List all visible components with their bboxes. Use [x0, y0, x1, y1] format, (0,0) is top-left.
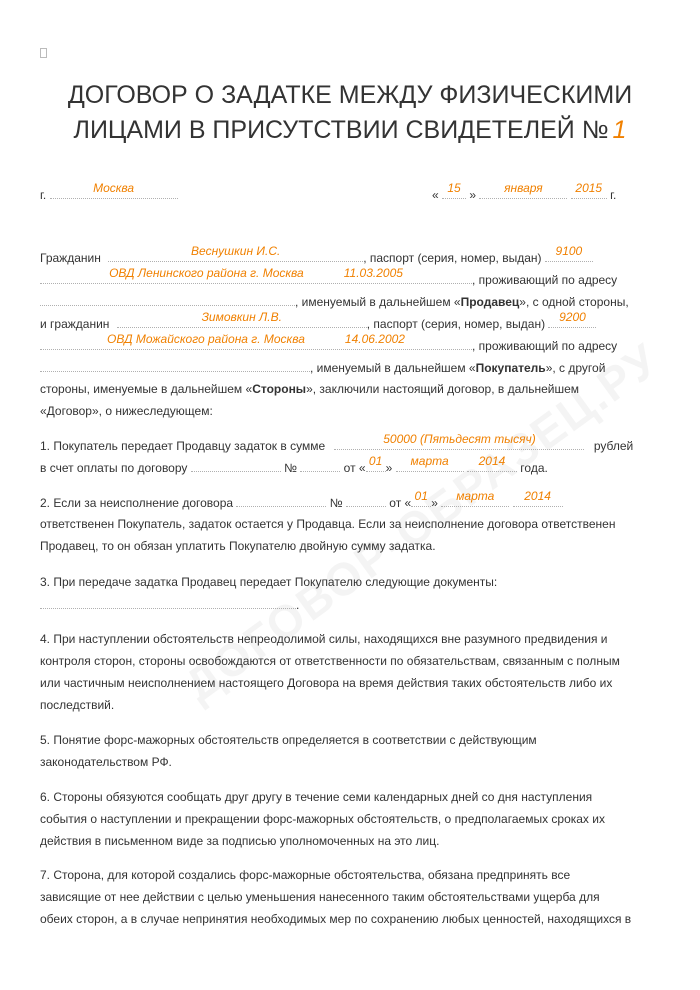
seller-role: Продавец: [460, 295, 520, 309]
seller-passport-series-field[interactable]: 9100: [545, 249, 593, 262]
contract-number[interactable]: 1: [612, 116, 627, 144]
clause-1-month-field[interactable]: марта: [396, 459, 464, 472]
seller-line-3: , именуемый в дальнейшем «Продавец», с одной стороны,: [40, 293, 629, 310]
clause-4-line-4: последствий.: [40, 698, 115, 712]
buyer-line-3: , именуемый в дальнейшем «Покупатель», с другой: [40, 359, 605, 376]
clause-7-line-1: 7. Сторона, для которой создались форс-мажорные обстоятельства, обязана предпринять все: [40, 868, 571, 882]
title-line-1: ДОГОВОР О ЗАДАТКЕ МЕЖДУ ФИЗИЧЕСКИМИ: [67, 81, 633, 109]
title-line-2: ЛИЦАМИ В ПРИСУТСТВИИ СВИДЕТЕЛЕЙ №: [73, 116, 609, 144]
seller-name-field[interactable]: Веснушкин И.С.: [108, 249, 363, 262]
seller-address-field[interactable]: [40, 293, 295, 306]
clause-4-line-2: контроля сторон, стороны освобождаются от ответственности по обязательствам, связанным с полным: [40, 654, 620, 668]
clause-1-day-field[interactable]: 01: [366, 459, 386, 472]
clause-3-line-2: .: [40, 596, 299, 613]
clause-2-month-field[interactable]: марта: [441, 494, 509, 507]
clause-2-year-field[interactable]: 2014: [513, 494, 563, 507]
clause-1-year-field[interactable]: 2014: [467, 459, 517, 472]
buyer-line-2: ОВД Можайского района г. Москва 14.06.2002 , проживающий по адресу: [40, 337, 617, 354]
seller-line-1: Гражданин Веснушкин И.С. , паспорт (серия, номер, выдан) 9100: [40, 249, 593, 266]
clause-2-line-2: ответственен Покупатель, задаток остается у Продавца. Если за неисполнение договора ответственен: [40, 517, 616, 531]
clause-7-line-2: зависящие от нее действии с целью уменьшения нанесенного таким обстоятельствами ущерба для: [40, 890, 600, 904]
clause-3-line-1: 3. При передаче задатка Продавец передает Покупателю следующие документы:: [40, 575, 498, 589]
clause-1-line-1: 1. Покупатель передает Продавцу задаток в сумме 50000 (Пятьдесят тысяч) рублей: [40, 432, 634, 453]
clause-2-number-field[interactable]: [346, 494, 386, 507]
date-day-field[interactable]: 15: [442, 186, 466, 199]
clause-1-number-field[interactable]: [300, 459, 340, 472]
buyer-name-field[interactable]: Зимовкин Л.В.: [117, 315, 367, 328]
clause-2-day-field[interactable]: 01: [411, 494, 431, 507]
parties-line-2: «Договор», о нижеследующем:: [40, 404, 213, 418]
date-month-field[interactable]: января: [479, 186, 567, 199]
clause-5-line-2: законодательством РФ.: [40, 755, 172, 769]
clause-2-line-1: 2. Если за неисполнение договора № от « 01 » марта 2014: [40, 494, 563, 511]
clause-2-line-3: Продавец, то он обязан уплатить Покупателю двойную сумму задатка.: [40, 539, 436, 553]
clause-4-line-1: 4. При наступлении обстоятельств непреодолимой силы, находящихся вне разумного предвидения и: [40, 632, 608, 646]
clause-6-line-2: события о наступлении и прекращении форс-мажорных обстоятельств, о предполагаемых сроках их: [40, 812, 605, 826]
seller-passport-issued-field[interactable]: ОВД Ленинского района г. Москва 11.03.2005: [40, 271, 472, 284]
clause-1-line-2: в счет оплаты по договору № от « 01 » марта 2014 года.: [40, 454, 548, 475]
clause-6-line-3: действия в письменном виде за подписью уполномоченных на это лиц.: [40, 834, 440, 848]
documents-field[interactable]: [40, 596, 296, 609]
clause-1-contract-field[interactable]: [191, 459, 281, 472]
buyer-address-field[interactable]: [40, 359, 310, 372]
buyer-passport-series-field[interactable]: 9200: [548, 315, 596, 328]
seller-line-2: ОВД Ленинского района г. Москва 11.03.2005 , проживающий по адресу: [40, 271, 617, 288]
buyer-passport-issued-field[interactable]: ОВД Можайского района г. Москва 14.06.2002: [40, 337, 472, 350]
place-date-line: г. Москва: [40, 186, 178, 203]
clause-2-contract-field[interactable]: [236, 494, 326, 507]
buyer-role: Покупатель: [475, 361, 546, 375]
clause-5-line-1: 5. Понятие форс-мажорных обстоятельств определяется в соответствии с действующим: [40, 733, 537, 747]
contract-date: « 15 » января 2015 г.: [432, 181, 617, 202]
parties-line-1: стороны, именуемые в дальнейшем «Стороны», заключили настоящий договор, в дальнейшем: [40, 382, 580, 396]
buyer-line-1: и гражданин Зимовкин Л.В. , паспорт (серия, номер, выдан) 9200: [40, 315, 596, 332]
clause-4-line-3: или частичным неисполнением настоящего Договора на время действия таких обстоятельств либо их: [40, 676, 613, 690]
city-field[interactable]: Москва: [50, 186, 178, 199]
date-year-field[interactable]: 2015: [571, 186, 607, 199]
deposit-amount-field[interactable]: 50000 (Пятьдесят тысяч): [334, 437, 584, 450]
page-corner-icon: [40, 48, 47, 58]
document-title: [40, 78, 660, 148]
clause-7-line-3: обеих сторон, а в случае непринятия необходимых мер по сохранению любых ценностей, находящихся в: [40, 912, 632, 926]
parties-role: Стороны: [252, 382, 307, 396]
clause-6-line-1: 6. Стороны обязуются сообщать друг другу в течение семи календарных дней со дня наступления: [40, 790, 593, 804]
